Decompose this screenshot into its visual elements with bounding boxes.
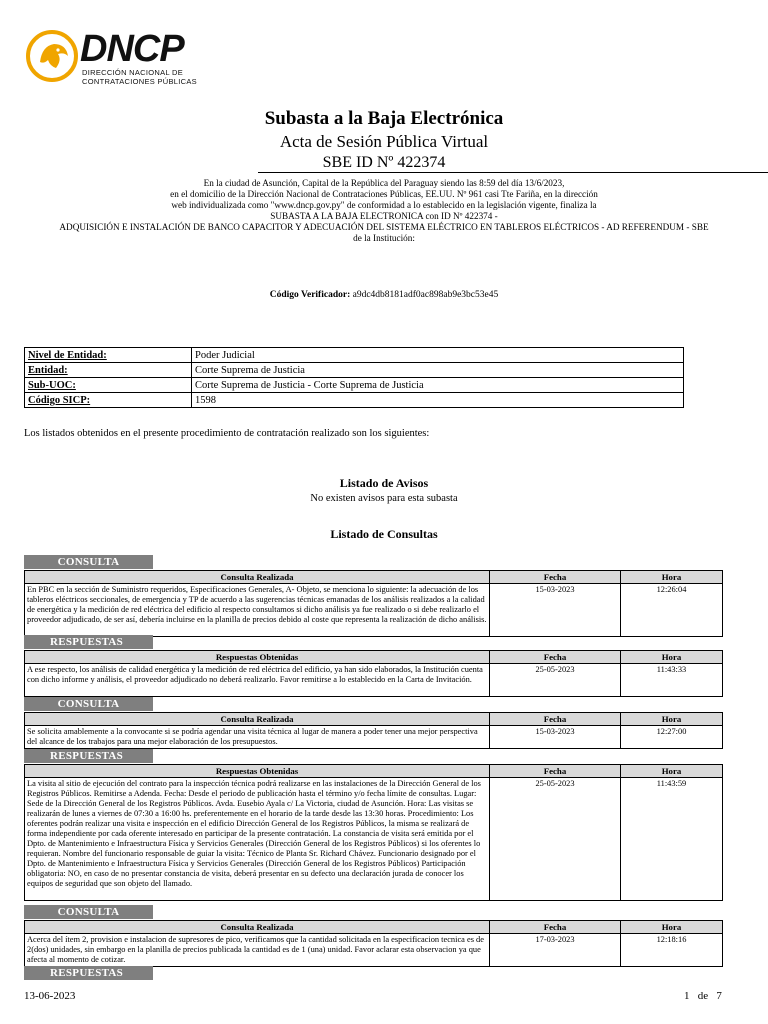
respuesta-table bbox=[24, 650, 723, 697]
respuesta-text: A ese respecto, los análisis de calidad energética y la medición de red eléctrica del edificio, ya han sido elaborados, la Institución cuenta con dicho informe y análisis, el proveedor adjudicado no deberá realizarlo. Favor remitirse a lo establecido en la Carta de Invitación. bbox=[25, 664, 490, 697]
consulta-fecha: 17-03-2023 bbox=[490, 934, 621, 967]
consulta-text: En PBC en la sección de Suministro requeridos, Especificaciones Generales, A- Objeto, se menciona lo siguiente: la adecuación de los tableros eléctricos seccionales, de emergencia y TP de acuerdo a las sugerencias técnicas emanadas de los análisis realizados a la calidad de energética y la medición de red eléctrica del edificio al respecto consultamos si dicho análisis ya fue realizado o si debe realizarlo el proveedor adjudicado, de ser así, debería incluirse en la planilla de precios debido al coste que representa la realización de dicho análisis. bbox=[25, 584, 490, 637]
header-fecha: Fecha bbox=[490, 571, 621, 584]
document-subtitle: Acta de Sesión Pública Virtual bbox=[279, 132, 489, 151]
entity-key: Sub-UOC: bbox=[25, 378, 192, 393]
consulta-tag: CONSULTA bbox=[24, 697, 153, 711]
header-hora: Hora bbox=[621, 571, 723, 584]
table-row bbox=[25, 393, 684, 408]
consulta-hora: 12:27:00 bbox=[621, 726, 723, 749]
header-fecha: Fecha bbox=[490, 765, 621, 778]
consulta-hora: 12:26:04 bbox=[621, 584, 723, 637]
header-hora: Hora bbox=[621, 651, 723, 664]
intro-line: en el domicilio de la Dirección Nacional de Contrataciones Públicas, EE.UU. Nº 961 casi Tte Fariña, en la dirección bbox=[170, 189, 598, 199]
table-row bbox=[25, 584, 723, 637]
consulta-table bbox=[24, 570, 723, 637]
entity-key: Código SICP: bbox=[25, 393, 192, 408]
consulta-block bbox=[24, 570, 723, 637]
table-row bbox=[25, 778, 723, 901]
consulta-fecha: 15-03-2023 bbox=[490, 726, 621, 749]
header-consulta-realizada: Consulta Realizada bbox=[25, 713, 490, 726]
verification-value: a9dc4db8181adf0ac898ab9e3bc53e45 bbox=[352, 290, 499, 300]
respuesta-hora: 11:43:33 bbox=[621, 664, 723, 697]
header-respuestas-obtenidas: Respuestas Obtenidas bbox=[25, 765, 490, 778]
header-fecha: Fecha bbox=[490, 921, 621, 934]
consulta-table bbox=[24, 920, 723, 967]
table-row bbox=[25, 726, 723, 749]
entity-value: Poder Judicial bbox=[192, 348, 684, 363]
respuestas-tag: RESPUESTAS bbox=[24, 635, 153, 649]
page-number bbox=[684, 990, 722, 1002]
respuesta-fecha: 25-05-2023 bbox=[490, 664, 621, 697]
table-header-row bbox=[25, 765, 723, 778]
entity-value: Corte Suprema de Justicia - Corte Suprema de Justicia bbox=[192, 378, 684, 393]
respuesta-hora: 11:43:59 bbox=[621, 778, 723, 901]
consulta-tag: CONSULTA bbox=[24, 555, 153, 569]
consulta-block bbox=[24, 712, 723, 749]
header-consulta-realizada: Consulta Realizada bbox=[25, 921, 490, 934]
consulta-text: Acerca del ítem 2, provision e instalacion de supresores de pico, verificamos que la cantidad solicitada en la especificacion tecnica es de 2(dos) unidades, sin embargo en la planilla de precios publicada la cantidad es de 1 (una) unidad. Favor aclarar esta observacion ya que afecta al momento de cotizar. bbox=[25, 934, 490, 967]
page-of: de bbox=[697, 990, 709, 1002]
intro-line: En la ciudad de Asunción, Capital de la República del Paraguay siendo las 8:59 del día 13/6/2023, bbox=[203, 178, 565, 188]
header-fecha: Fecha bbox=[490, 651, 621, 664]
intro-line: web individualizada como "www.dncp.gov.py" de conformidad a lo establecido en la legislación vigente, finaliza la bbox=[171, 200, 597, 210]
consulta-fecha: 15-03-2023 bbox=[490, 584, 621, 637]
avisos-title: Listado de Avisos bbox=[339, 476, 429, 490]
table-row bbox=[25, 378, 684, 393]
header-fecha: Fecha bbox=[490, 713, 621, 726]
document-title: Subasta a la Baja Electrónica bbox=[264, 108, 504, 129]
verification-label: Código Verificador: bbox=[269, 290, 351, 300]
table-row bbox=[25, 664, 723, 697]
header-hora: Hora bbox=[621, 765, 723, 778]
table-header-row bbox=[25, 921, 723, 934]
table-header-row bbox=[25, 713, 723, 726]
entity-table bbox=[24, 347, 684, 408]
dncp-logo bbox=[24, 26, 204, 88]
header-respuestas-obtenidas: Respuestas Obtenidas bbox=[25, 651, 490, 664]
consultas-title: Listado de Consultas bbox=[330, 527, 438, 541]
header-hora: Hora bbox=[621, 921, 723, 934]
entity-key: Entidad: bbox=[25, 363, 192, 378]
respuesta-text: La visita al sitio de ejecución del contrato para la inspección técnica podrá realizarse en las instalaciones de la Dirección General de los Registros Públicos. Remitirse a Adenda. Fecha: Desde el periodo de publicación hasta el término y/o fecha límite de consultas. Lugar: Sede de la Dirección General de los Registros Públicos. Avda. Eusebio Ayala c/ La Victoria, ciudad de Asunción. Hora: Las visitas se realizarán de lunes a viernes de 07:30 a 16:00 hs. preferentemente en el horario de la tarde desde las 13:30 horas. Procedimiento: Los oferentes podrán realizar una visita e inspección en el edificio Dirección General de los Registros Públicos, la misma se realizará de forma independiente por cada oferente interesado en participar de la presente contratación. La constancia de visita será emitida por el Dpto. de Mantenimiento e Infraestructura Física y Servicios Generales (Dirección General de los Registros Públicos) si los oferentes lo requieran. Nombre del funcionario responsable de guiar la visita: Técnico de Planta Sr. Richard Chávez. Funcionario designado por el Dpto. de Mantenimiento e Infraestructura Física y Servicios Generales (Dirección General de los Registros Públicos) Participación obligatoria: NO, en caso de no presentar constancia de visita, deberá presentar en su defecto una declaración jurada de conocer los equipos de seguridad que son objeto del llamado. bbox=[25, 778, 490, 901]
logo-brand: DNCP bbox=[80, 28, 184, 70]
title-divider bbox=[258, 172, 768, 173]
footer-date: 13-06-2023 bbox=[24, 990, 76, 1002]
verification-code bbox=[0, 290, 768, 300]
respuesta-block bbox=[24, 650, 723, 697]
header-hora: Hora bbox=[621, 713, 723, 726]
table-header-row bbox=[25, 571, 723, 584]
consulta-table bbox=[24, 712, 723, 749]
page-total: 7 bbox=[716, 990, 722, 1002]
respuesta-table bbox=[24, 764, 723, 901]
sbe-id: SBE ID Nº 422374 bbox=[322, 154, 446, 171]
listados-text: Los listados obtenidos en el presente procedimiento de contratación realizado son los siguientes: bbox=[24, 428, 430, 439]
consulta-text: Se solicita amablemente a la convocante si se podría agendar una visita técnica al lugar de manera a poder tener una mejor perspectiva del alcance de los trabajos para una mejor elaboración de los presupuestos. bbox=[25, 726, 490, 749]
intro-line: de la Institución: bbox=[353, 233, 415, 243]
table-row bbox=[25, 348, 684, 363]
respuesta-fecha: 25-05-2023 bbox=[490, 778, 621, 901]
page-current: 1 bbox=[684, 990, 690, 1002]
header-consulta-realizada: Consulta Realizada bbox=[25, 571, 490, 584]
entity-key: Nivel de Entidad: bbox=[25, 348, 192, 363]
table-header-row bbox=[25, 651, 723, 664]
intro-line: ADQUISICIÓN E INSTALACIÓN DE BANCO CAPACITOR Y ADECUACIÓN DEL SISTEMA ELÉCTRICO EN TABLEROS ELÉCTRICOS - AD REFERENDUM - SBE bbox=[59, 222, 709, 232]
intro-line: SUBASTA A LA BAJA ELECTRONICA con ID Nº 422374 - bbox=[270, 211, 498, 221]
consulta-block bbox=[24, 920, 723, 967]
respuestas-tag: RESPUESTAS bbox=[24, 966, 153, 980]
avisos-empty: No existen avisos para esta subasta bbox=[310, 493, 458, 504]
logo-line-2: CONTRATACIONES PÚBLICAS bbox=[82, 77, 197, 86]
entity-value: 1598 bbox=[192, 393, 684, 408]
table-row bbox=[25, 934, 723, 967]
intro-paragraph bbox=[20, 178, 748, 244]
consulta-tag: CONSULTA bbox=[24, 905, 153, 919]
consulta-hora: 12:18:16 bbox=[621, 934, 723, 967]
table-row bbox=[25, 363, 684, 378]
lion-emblem-icon bbox=[24, 26, 82, 86]
respuestas-tag: RESPUESTAS bbox=[24, 749, 153, 763]
respuesta-block bbox=[24, 764, 723, 901]
entity-value: Corte Suprema de Justicia bbox=[192, 363, 684, 378]
logo-line-1: DIRECCIÓN NACIONAL DE bbox=[82, 68, 184, 77]
